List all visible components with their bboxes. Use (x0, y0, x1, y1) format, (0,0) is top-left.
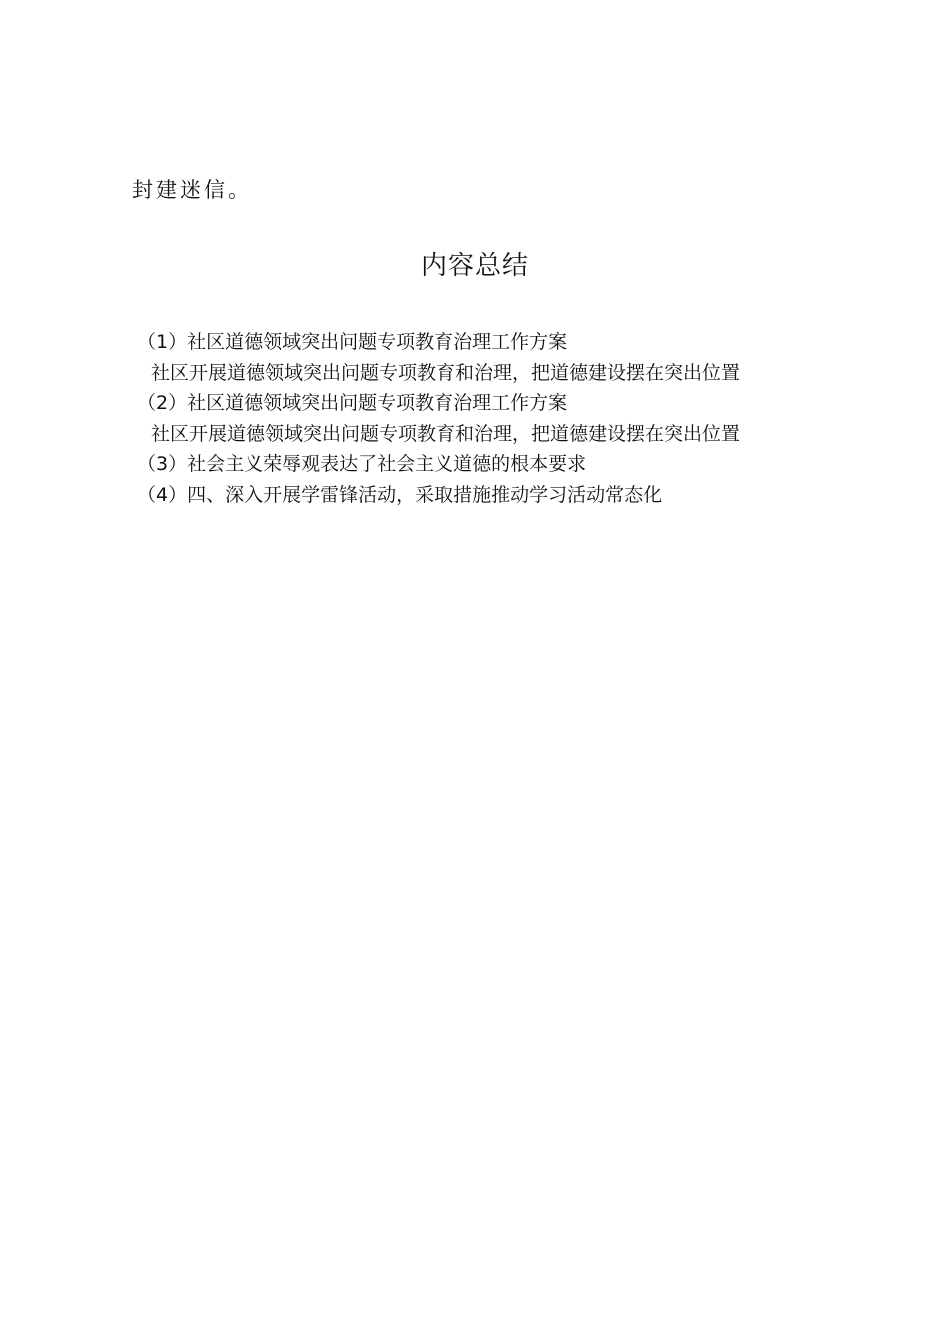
summary-title: 内容总结 (420, 251, 529, 281)
summary-item-1-heading: （1）社区道德领域突出问题专项教育治理工作方案 (137, 331, 568, 353)
summary-item-1-detail: 社区开展道德领域突出问题专项教育和治理，把道德建设摆在突出位置 (151, 361, 741, 384)
summary-item-2-detail: 社区开展道德领域突出问题专项教育和治理，把道德建设摆在突出位置 (151, 422, 741, 445)
summary-item-4-heading: （4）四、深入开展学雷锋活动，采取措施推动学习活动常态化 (137, 483, 663, 506)
continuation-text: 封建迷信。 (132, 178, 252, 202)
summary-list (137, 327, 740, 510)
summary-item-3-heading: （3）社会主义荣辱观表达了社会主义道德的根本要求 (137, 453, 587, 475)
summary-item-2-heading: （2）社区道德领域突出问题专项教育治理工作方案 (137, 392, 568, 414)
